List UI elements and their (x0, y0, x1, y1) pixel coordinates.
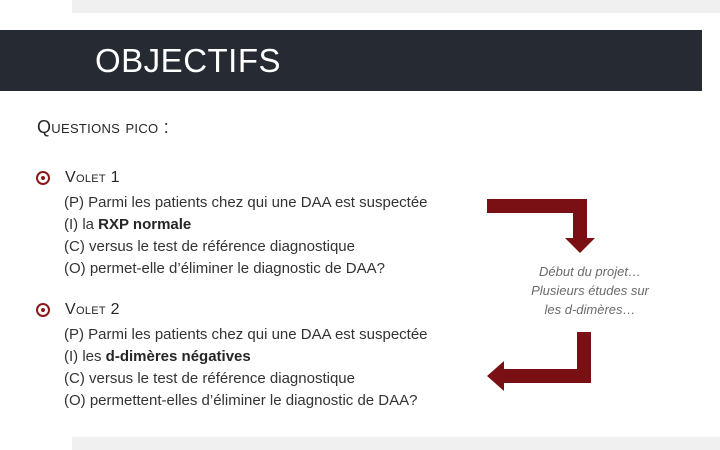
volet-2-line-p: (P) Parmi les patients chez qui une DAA est suspectée (64, 326, 428, 343)
bottom-decorative-strip (72, 437, 720, 450)
volet-1-line-o: (O) permet-elle d’éliminer le diagnostic de DAA? (64, 260, 385, 277)
volet-1-line-p: (P) Parmi les patients chez qui une DAA est suspectée (64, 194, 428, 211)
volet-1-title: Volet 1 (65, 169, 120, 186)
volet-2-line-i-prefix: (I) les (64, 348, 106, 365)
volet-2-title: Volet 2 (65, 301, 120, 318)
section-heading: Questions pico : (37, 117, 170, 137)
slide-title: OBJECTIFS (95, 42, 282, 79)
volet-2-line-o: (O) permettent-elles d’éliminer le diagnostic de DAA? (64, 392, 418, 409)
note-line-3: les d-dimères… (544, 302, 636, 317)
note-line-2: Plusieurs études sur (531, 283, 649, 298)
bent-arrow-down-icon (487, 199, 595, 253)
volet-1-line-i-bold: RXP normale (98, 216, 192, 233)
bent-arrow-left-icon (487, 332, 591, 391)
volet-2-line-i-bold: d-dimères négatives (105, 348, 251, 365)
volet-1-line-c: (C) versus le test de référence diagnostique (64, 238, 355, 255)
note-line-1: Début du projet… (539, 264, 641, 279)
side-note (515, 262, 665, 319)
volet-1-line-i-prefix: (I) la (64, 216, 99, 233)
volet-2-line-c: (C) versus le test de référence diagnostique (64, 370, 355, 387)
